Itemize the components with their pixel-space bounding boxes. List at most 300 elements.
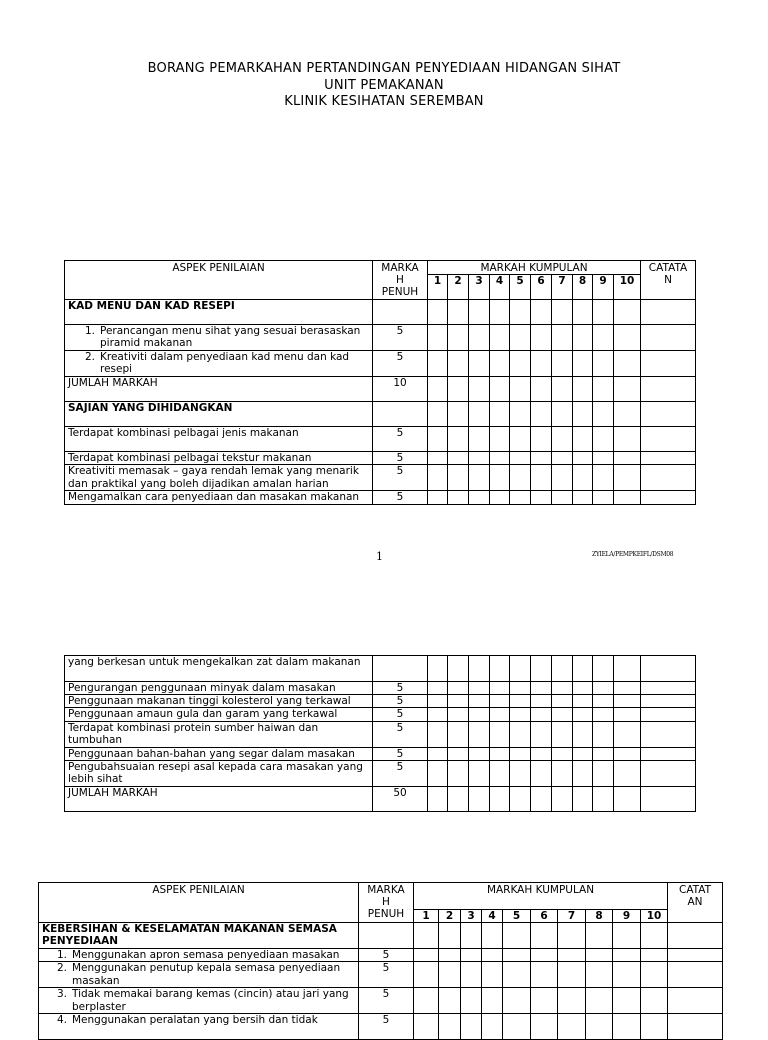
score-cell <box>448 656 469 682</box>
title-line-2: UNIT PEMAKANAN <box>324 77 444 93</box>
score-cell <box>558 988 586 1014</box>
max-mark: 5 <box>373 427 428 452</box>
score-cell <box>586 962 613 988</box>
score-cell <box>614 402 641 427</box>
score-cell <box>641 988 668 1014</box>
score-cell <box>448 695 469 708</box>
score-cell <box>503 923 531 949</box>
score-cell <box>482 1014 503 1040</box>
score-cell <box>573 465 593 491</box>
score-cell <box>448 325 469 351</box>
score-cell <box>469 325 490 351</box>
group-col: 1 <box>428 275 448 300</box>
score-cell <box>531 465 552 491</box>
score-cell <box>490 786 510 811</box>
score-cell <box>448 760 469 786</box>
score-cell <box>552 452 573 465</box>
table-row <box>65 465 696 491</box>
item-number: 1. <box>56 949 67 962</box>
score-cell <box>614 682 641 695</box>
header-aspek: ASPEK PENILAIAN <box>65 261 373 300</box>
score-cell <box>428 656 448 682</box>
score-cell <box>469 760 490 786</box>
score-cell <box>469 427 490 452</box>
score-cell <box>641 491 696 504</box>
score-cell <box>531 988 558 1014</box>
score-cell <box>552 656 573 682</box>
score-cell <box>552 325 573 351</box>
score-cell <box>469 695 490 708</box>
document-code: ZYIELA/PEMPKEIFL/DSM08 <box>592 551 674 558</box>
score-cell <box>552 465 573 491</box>
score-cell <box>448 351 469 377</box>
score-cell <box>39 962 359 988</box>
score-cell <box>641 695 696 708</box>
score-cell <box>448 377 469 402</box>
score-cell <box>490 465 510 491</box>
score-cell <box>469 656 490 682</box>
score-cell <box>510 682 531 695</box>
score-cell <box>531 325 552 351</box>
group-col: 5 <box>503 910 531 923</box>
score-cell <box>552 760 573 786</box>
table-row <box>65 325 696 351</box>
score-cell <box>428 351 448 377</box>
item-number: 4. <box>56 1014 67 1027</box>
score-cell <box>490 656 510 682</box>
table-row <box>65 300 696 325</box>
score-cell <box>428 465 448 491</box>
score-cell <box>414 949 439 962</box>
table-row <box>65 377 696 402</box>
table-row <box>65 695 696 708</box>
score-cell <box>448 427 469 452</box>
score-cell <box>552 427 573 452</box>
title-line-3: KLINIK KESIHATAN SEREMBAN <box>284 94 484 109</box>
total-label: JUMLAH MARKAH <box>65 786 373 811</box>
score-cell <box>614 695 641 708</box>
score-cell <box>531 721 552 747</box>
score-cell <box>573 325 593 351</box>
table-row <box>65 786 696 811</box>
max-mark: 5 <box>373 465 428 491</box>
score-cell <box>65 351 373 377</box>
score-cell <box>482 923 503 949</box>
table-row <box>65 721 696 747</box>
score-cell <box>510 377 531 402</box>
score-cell <box>641 721 696 747</box>
score-cell <box>593 656 614 682</box>
score-cell <box>641 402 696 427</box>
score-cell <box>448 465 469 491</box>
score-cell <box>614 760 641 786</box>
max-mark: 5 <box>373 695 428 708</box>
criteria-text: Terdapat kombinasi pelbagai tekstur makanan <box>65 452 373 465</box>
criteria-text: Pengubahsuaian resepi asal kepada cara masakan yang lebih sihat <box>65 760 373 786</box>
score-cell <box>573 721 593 747</box>
score-cell <box>573 747 593 760</box>
score-cell <box>613 1014 641 1040</box>
score-cell <box>531 682 552 695</box>
score-cell <box>531 708 552 721</box>
item-text: Menggunakan peralatan yang bersih dan tidak <box>72 1014 318 1027</box>
score-cell <box>552 351 573 377</box>
score-cell <box>428 452 448 465</box>
score-cell <box>490 682 510 695</box>
max-mark: 5 <box>373 760 428 786</box>
score-cell <box>641 949 668 962</box>
score-cell <box>414 1014 439 1040</box>
total-mark: 10 <box>373 377 428 402</box>
score-cell <box>373 300 428 325</box>
score-cell <box>573 351 593 377</box>
max-mark: 5 <box>373 325 428 351</box>
table-row <box>65 656 696 682</box>
score-cell <box>614 708 641 721</box>
score-cell <box>490 760 510 786</box>
section-heading: KEBERSIHAN & KESELAMATAN MAKANAN SEMASA PENYEDIAAN <box>39 923 359 949</box>
criteria-text: yang berkesan untuk mengekalkan zat dalam makanan <box>65 656 373 682</box>
score-cell <box>503 949 531 962</box>
group-col: 1 <box>414 910 439 923</box>
score-cell <box>641 300 696 325</box>
item-text: Menggunakan penutup kepala semasa penyediaan masakan <box>72 962 341 987</box>
score-cell <box>469 351 490 377</box>
score-cell <box>552 300 573 325</box>
score-cell <box>614 427 641 452</box>
max-mark: 5 <box>373 708 428 721</box>
score-cell <box>510 452 531 465</box>
score-cell <box>614 377 641 402</box>
score-cell <box>668 923 723 949</box>
score-cell <box>586 923 613 949</box>
score-cell <box>510 708 531 721</box>
item-number: 2. <box>84 351 95 364</box>
score-cell <box>641 351 696 377</box>
header-catatan: CATATA N <box>641 261 696 300</box>
score-cell <box>482 962 503 988</box>
group-col: 2 <box>448 275 469 300</box>
score-cell <box>428 427 448 452</box>
score-cell <box>558 962 586 988</box>
score-cell <box>469 452 490 465</box>
score-cell <box>469 377 490 402</box>
score-cell <box>428 695 448 708</box>
score-cell <box>439 988 461 1014</box>
score-cell <box>510 747 531 760</box>
max-mark: 5 <box>359 949 414 962</box>
score-cell <box>641 682 696 695</box>
score-cell <box>510 786 531 811</box>
score-cell <box>448 747 469 760</box>
criteria-text: Mengamalkan cara penyediaan dan masakan makanan <box>65 491 373 504</box>
score-cell <box>469 491 490 504</box>
item-number: 1. <box>84 325 95 338</box>
criteria-text: Penggunaan makanan tinggi kolesterol yang terkawal <box>65 695 373 708</box>
score-cell <box>531 452 552 465</box>
section-heading: SAJIAN YANG DIHIDANGKAN <box>65 402 373 427</box>
score-cell <box>469 402 490 427</box>
score-cell <box>510 695 531 708</box>
score-cell <box>573 300 593 325</box>
score-cell <box>461 1014 482 1040</box>
score-cell <box>469 747 490 760</box>
score-cell <box>510 427 531 452</box>
table-row <box>65 708 696 721</box>
section-heading: KAD MENU DAN KAD RESEPI <box>65 300 373 325</box>
score-cell <box>448 708 469 721</box>
score-cell <box>641 760 696 786</box>
score-cell <box>490 351 510 377</box>
score-cell <box>428 708 448 721</box>
score-cell <box>573 402 593 427</box>
criteria-text: Terdapat kombinasi pelbagai jenis makanan <box>65 427 373 452</box>
score-cell <box>614 747 641 760</box>
score-cell <box>490 721 510 747</box>
table-row <box>65 402 696 427</box>
score-cell <box>614 351 641 377</box>
score-cell <box>558 923 586 949</box>
score-cell <box>428 377 448 402</box>
table-row <box>65 351 696 377</box>
item-text: Perancangan menu sihat yang sesuai berasaskan piramid makanan <box>100 325 361 350</box>
score-cell <box>531 427 552 452</box>
score-cell <box>593 427 614 452</box>
score-cell <box>448 402 469 427</box>
group-col: 8 <box>586 910 613 923</box>
score-cell <box>448 786 469 811</box>
criteria-text: Penggunaan amaun gula dan garam yang terkawal <box>65 708 373 721</box>
score-cell <box>552 402 573 427</box>
group-col: 10 <box>641 910 668 923</box>
table-row <box>39 988 723 1014</box>
score-cell <box>510 300 531 325</box>
score-cell <box>531 377 552 402</box>
score-cell <box>573 656 593 682</box>
group-col: 3 <box>461 910 482 923</box>
score-cell <box>469 300 490 325</box>
score-cell <box>490 377 510 402</box>
table-row <box>39 923 723 949</box>
score-cell <box>593 747 614 760</box>
header-markah-kumpulan: MARKAH KUMPULAN <box>428 261 641 275</box>
max-mark: 5 <box>373 351 428 377</box>
score-cell <box>428 760 448 786</box>
score-cell <box>531 656 552 682</box>
score-cell <box>461 962 482 988</box>
score-cell <box>552 695 573 708</box>
table-row <box>39 962 723 988</box>
scoring-table-1 <box>64 260 696 505</box>
score-cell <box>593 325 614 351</box>
score-cell <box>641 747 696 760</box>
max-mark: 5 <box>373 747 428 760</box>
group-col: 5 <box>510 275 531 300</box>
score-cell <box>531 402 552 427</box>
score-cell <box>552 786 573 811</box>
header-markah-penuh: MARKA H PENUH <box>359 883 414 923</box>
score-cell <box>490 300 510 325</box>
score-cell <box>531 351 552 377</box>
group-col: 2 <box>439 910 461 923</box>
score-cell <box>593 377 614 402</box>
score-cell <box>552 682 573 695</box>
score-cell <box>531 949 558 962</box>
score-cell <box>439 1014 461 1040</box>
score-cell <box>531 923 558 949</box>
score-cell <box>668 1014 723 1040</box>
score-cell <box>469 708 490 721</box>
max-mark: 5 <box>373 682 428 695</box>
score-cell <box>448 452 469 465</box>
score-cell <box>428 300 448 325</box>
score-cell <box>552 491 573 504</box>
score-cell <box>593 786 614 811</box>
score-cell <box>531 962 558 988</box>
group-col: 3 <box>469 275 490 300</box>
score-cell <box>428 402 448 427</box>
table-row <box>65 682 696 695</box>
score-cell <box>448 300 469 325</box>
score-cell <box>39 988 359 1014</box>
score-cell <box>428 682 448 695</box>
score-cell <box>552 721 573 747</box>
max-mark: 5 <box>373 721 428 747</box>
group-col: 9 <box>593 275 614 300</box>
score-cell <box>614 452 641 465</box>
score-cell <box>573 708 593 721</box>
score-cell <box>573 695 593 708</box>
score-cell <box>461 949 482 962</box>
group-col: 9 <box>613 910 641 923</box>
score-cell <box>586 988 613 1014</box>
header-aspek: ASPEK PENILAIAN <box>39 883 359 923</box>
group-col: 10 <box>614 275 641 300</box>
score-cell <box>510 760 531 786</box>
table-row <box>65 747 696 760</box>
table-row <box>65 491 696 504</box>
score-cell <box>573 682 593 695</box>
table-row <box>65 427 696 452</box>
score-cell <box>373 402 428 427</box>
score-cell <box>531 786 552 811</box>
score-cell <box>614 300 641 325</box>
page-number: 1 <box>376 550 383 563</box>
criteria-text: Pengurangan penggunaan minyak dalam masakan <box>65 682 373 695</box>
total-mark: 50 <box>373 786 428 811</box>
score-cell <box>531 747 552 760</box>
score-cell <box>439 923 461 949</box>
group-col: 8 <box>573 275 593 300</box>
score-cell <box>510 656 531 682</box>
score-cell <box>531 300 552 325</box>
score-cell <box>614 491 641 504</box>
score-cell <box>668 988 723 1014</box>
title-line-1: BORANG PEMARKAHAN PERTANDINGAN PENYEDIAAN HIDANGAN SIHAT <box>147 61 621 76</box>
criteria-text: Penggunaan bahan-bahan yang segar dalam masakan <box>65 747 373 760</box>
score-cell <box>593 708 614 721</box>
score-cell <box>593 465 614 491</box>
score-cell <box>448 491 469 504</box>
score-cell <box>531 491 552 504</box>
score-cell <box>641 465 696 491</box>
score-cell <box>641 923 668 949</box>
score-cell <box>613 949 641 962</box>
score-cell <box>641 377 696 402</box>
score-cell <box>558 1014 586 1040</box>
score-cell <box>428 491 448 504</box>
max-mark: 5 <box>373 452 428 465</box>
score-cell <box>668 962 723 988</box>
score-cell <box>593 695 614 708</box>
score-cell <box>641 452 696 465</box>
score-cell <box>552 708 573 721</box>
score-cell <box>490 708 510 721</box>
score-cell <box>490 695 510 708</box>
item-text: Kreativiti dalam penyediaan kad menu dan kad resepi <box>100 351 350 376</box>
group-col: 7 <box>552 275 573 300</box>
total-label: JUMLAH MARKAH <box>65 377 373 402</box>
criteria-text: Terdapat kombinasi protein sumber haiwan dan tumbuhan <box>65 721 373 747</box>
group-col: 4 <box>490 275 510 300</box>
score-cell <box>510 402 531 427</box>
score-cell <box>469 721 490 747</box>
score-cell <box>586 1014 613 1040</box>
item-text: Menggunakan apron semasa penyediaan masakan <box>72 949 340 962</box>
score-cell <box>490 427 510 452</box>
score-cell <box>428 786 448 811</box>
score-cell <box>414 988 439 1014</box>
group-col: 7 <box>558 910 586 923</box>
score-cell <box>469 786 490 811</box>
score-cell <box>482 949 503 962</box>
score-cell <box>552 747 573 760</box>
header-markah-kumpulan: MARKAH KUMPULAN <box>414 883 668 910</box>
group-col: 6 <box>531 275 552 300</box>
score-cell <box>558 949 586 962</box>
score-cell <box>668 949 723 962</box>
score-cell <box>469 682 490 695</box>
score-cell <box>510 325 531 351</box>
item-number: 3. <box>56 988 67 1001</box>
score-cell <box>613 988 641 1014</box>
max-mark: 5 <box>359 988 414 1014</box>
score-cell <box>552 377 573 402</box>
score-cell <box>641 325 696 351</box>
score-cell <box>428 325 448 351</box>
criteria-text: Kreativiti memasak – gaya rendah lemak yang menarik dan praktikal yang boleh dijadikan amalan harian <box>65 465 373 491</box>
item-number: 2. <box>56 962 67 975</box>
score-cell <box>503 988 531 1014</box>
score-cell <box>586 949 613 962</box>
score-cell <box>573 377 593 402</box>
score-cell <box>593 682 614 695</box>
score-cell <box>573 760 593 786</box>
score-cell <box>510 491 531 504</box>
score-cell <box>490 747 510 760</box>
score-cell <box>593 402 614 427</box>
score-cell <box>614 721 641 747</box>
score-cell <box>573 452 593 465</box>
group-col: 6 <box>531 910 558 923</box>
score-cell <box>614 786 641 811</box>
score-cell <box>490 452 510 465</box>
score-cell <box>510 465 531 491</box>
score-cell <box>490 325 510 351</box>
score-cell <box>593 721 614 747</box>
score-cell <box>65 325 373 351</box>
group-col: 4 <box>482 910 503 923</box>
